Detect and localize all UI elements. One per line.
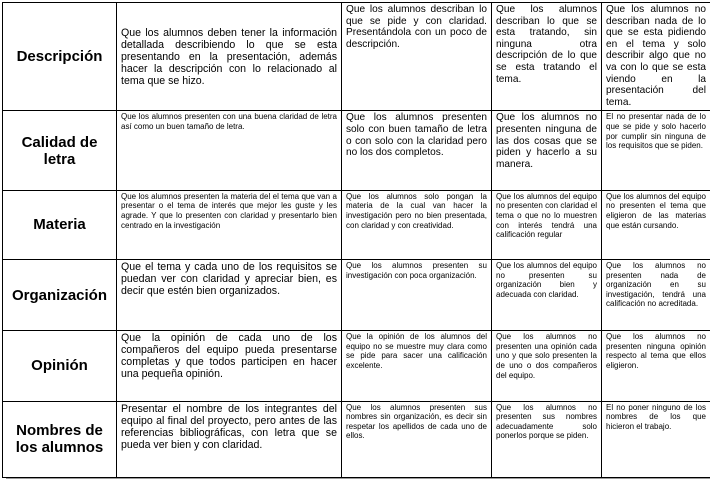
criterion-cell: Organización	[3, 260, 117, 331]
rubric-row-calidad-de-letra	[3, 111, 710, 190]
rubric-row-organizacion	[3, 260, 710, 331]
level-3-cell: Que los alumnos del equipo no presenten su organización bien y adecuada con claridad.	[492, 260, 602, 331]
level-4-cell: El no presentar nada de lo que se pide y solo hacerlo por cumplir sin ninguna de los requisitos que se piden.	[602, 111, 710, 190]
level-4-cell: Que los alumnos no presenten nada de organización en su investigación, tendrá una calificación no acreditada.	[602, 260, 710, 331]
level-4-cell: El no poner ninguno de los nombres de los que hicieron el trabajo.	[602, 401, 710, 477]
rubric-row-descripcion	[3, 3, 710, 111]
level-3-cell: Que los alumnos no presenten una opinión cada uno y que solo presenten la de uno o dos compañeros del equipo.	[492, 331, 602, 401]
rubric-row-materia	[3, 190, 710, 259]
level-2-cell: Que los alumnos solo pongan la materia de la cual van hacer la investigación pero no bien presentada, con claridad y con creatividad.	[342, 190, 492, 259]
criterion-cell: Descripción	[3, 3, 117, 111]
criterion-cell: Opinión	[3, 331, 117, 401]
level-4-cell: Que los alumnos no presenten ninguna opinión respecto al tema que ellos eligieron.	[602, 331, 710, 401]
level-3-cell: Que los alumnos no presenten ninguna de las dos cosas que se piden y hacerlo a su manera.	[492, 111, 602, 190]
level-1-cell: Que el tema y cada uno de los requisitos se puedan ver con claridad y apreciar bien, es decir que estén bien organizados.	[117, 260, 342, 331]
criterion-cell: Calidad de letra	[3, 111, 117, 190]
level-1-cell: Presentar el nombre de los integrantes del equipo al final del proyecto, pero antes de las referencias bibliográficas, con letra que se pueda ver bien y con claridad.	[117, 401, 342, 477]
level-1-cell: Que los alumnos deben tener la información detallada describiendo lo que se esta presentando en la presentación, además hacer la descripción con lo relacionado al tema que se hizo.	[117, 3, 342, 111]
level-2-cell: Que los alumnos presenten solo con buen tamaño de letra o con solo con la claridad pero no los dos completos.	[342, 111, 492, 190]
level-2-cell: Que los alumnos describan lo que se pide y con claridad. Presentándola con un poco de descripción.	[342, 3, 492, 111]
level-3-cell: Que los alumnos no presenten sus nombres adecuadamente solo ponerlos porque se piden.	[492, 401, 602, 477]
level-1-cell: Que los alumnos presenten con una buena claridad de letra así como un buen tamaño de letra.	[117, 111, 342, 190]
level-2-cell: Que los alumnos presenten su investigación con poca organización.	[342, 260, 492, 331]
rubric-row-opinion	[3, 331, 710, 401]
level-1-cell: Que la opinión de cada uno de los compañeros del equipo pueda presentarse completas y que todos participen en hacer una pequeña opinión.	[117, 331, 342, 401]
criterion-cell: Materia	[3, 190, 117, 259]
rubric-row-nombres-de-los-alumnos	[3, 401, 710, 477]
level-3-cell: Que los alumnos del equipo no presenten con claridad el tema o que no lo muestren con interés tendrá una calificación regular	[492, 190, 602, 259]
rubric-table	[2, 2, 710, 478]
level-2-cell: Que la opinión de los alumnos del equipo no se muestre muy clara como se pide para sacer una calificación excelente.	[342, 331, 492, 401]
level-2-cell: Que los alumnos presenten sus nombres sin organización, es decir sin respetar los apellidos de cada uno de ellos.	[342, 401, 492, 477]
level-1-cell: Que los alumnos presenten la materia del el tema que van a presentar o el tema de interés que mejor les guste y les agrade. Y que lo presenten con claridad y presentarlo bien centrado en la investigación	[117, 190, 342, 259]
level-4-cell: Que los alumnos del equipo no presenten el tema que eligieron de las materias que están cursando.	[602, 190, 710, 259]
criterion-cell: Nombres de los alumnos	[3, 401, 117, 477]
level-3-cell: Que los alumnos describan lo que se esta tratando, sin ninguna otra descripción de lo que se esta tratando el tema.	[492, 3, 602, 111]
level-4-cell: Que los alumnos no describan nada de lo que se esta pidiendo en el tema y solo describir algo que no va con lo que se esta viendo en la presentación del tema.	[602, 3, 710, 111]
